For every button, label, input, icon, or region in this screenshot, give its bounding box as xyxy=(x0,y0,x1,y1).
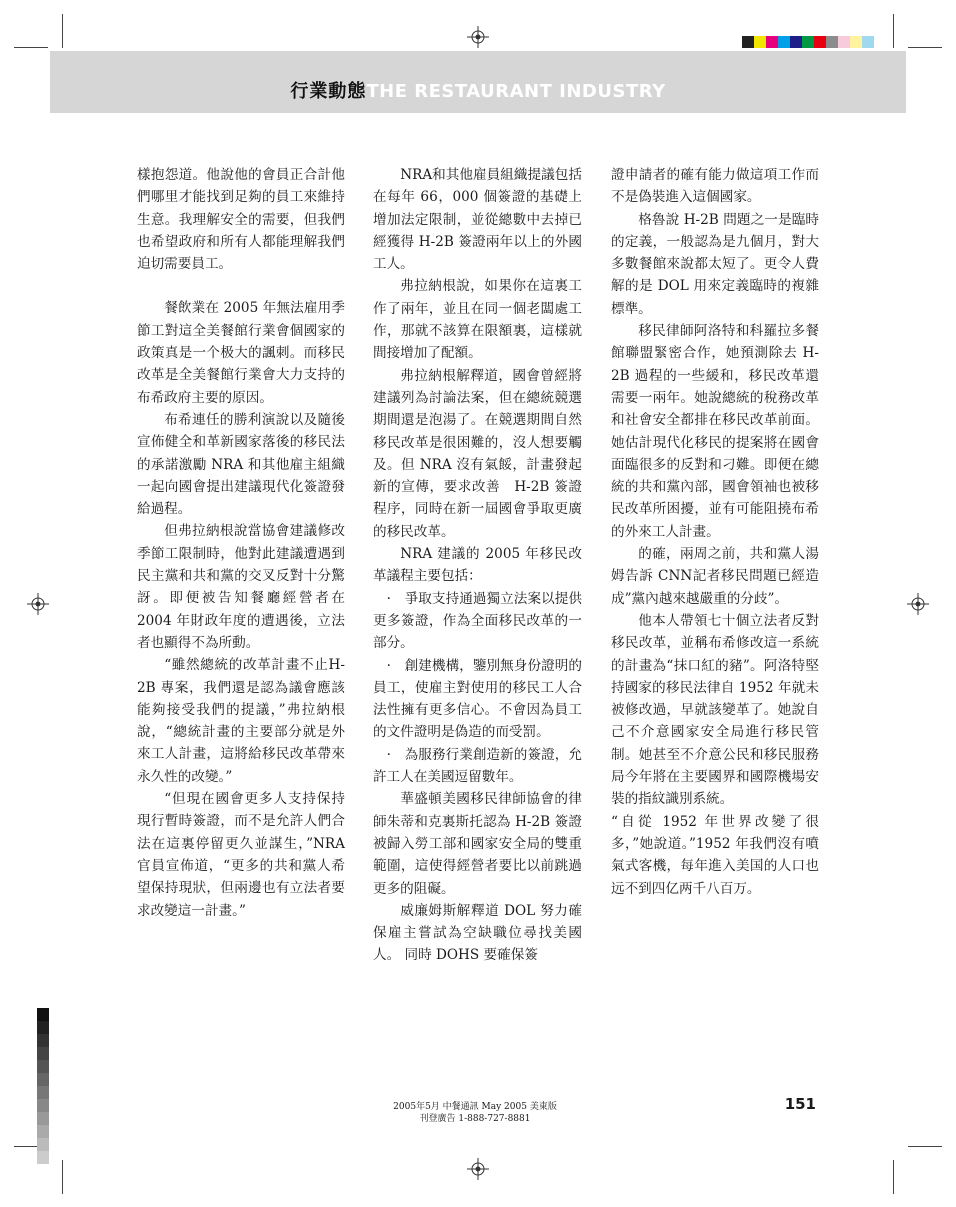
footer-info xyxy=(380,1101,570,1125)
color-swatch xyxy=(814,36,826,48)
paragraph: 移民律師阿洛特和科羅拉多餐館聯盟緊密合作，她預測除去 H-2B 過程的一些緩和，移民改革還需要一兩年。她說總統的稅務改革和社會安全都排在移民改革前面。她估計現代化移民的提案將在國會面臨很多的反對和刁難。即便在總統的共和黨內部，國會領袖也被移民改革所困擾，並有可能阻撓布希的外來工人計畫。 xyxy=(611,323,819,540)
gray-calibration-bar xyxy=(37,1008,49,1164)
article-column-2 xyxy=(373,164,582,967)
crop-mark xyxy=(908,1146,942,1147)
registration-mark-icon xyxy=(467,26,489,48)
paragraph: 威廉姆斯解釋道 DOL 努力確保雇主嘗試為空缺職位尋找美國人。 同時 DOHS 要確保簽 xyxy=(373,902,582,964)
color-swatch xyxy=(778,36,790,48)
gray-swatch xyxy=(37,1021,49,1034)
footer-advertising: 刊登廣告 1-888-727-8881 xyxy=(419,1114,531,1124)
color-swatch xyxy=(790,36,802,48)
gray-swatch xyxy=(37,1086,49,1099)
section-title-zh: 行業動態 xyxy=(290,81,367,102)
gray-swatch xyxy=(37,1060,49,1073)
bullet-item: · 為服務行業創造新的簽證，允許工人在美國逗留數年。 xyxy=(373,746,582,786)
color-swatch xyxy=(850,36,862,48)
paragraph: “自從 1952 年世界改變了很多，”她說道。”1952 年我們沒有噴氣式客機，每年進入美国的人口也远不到四亿两千八百万。 xyxy=(611,813,819,897)
page-number: 151 xyxy=(784,1095,816,1113)
gray-swatch xyxy=(37,1008,49,1021)
section-title xyxy=(50,80,906,104)
registration-mark-icon xyxy=(467,1158,489,1180)
paragraph: 格魯說 H-2B 問題之一是臨時的定義，一般認為是九個月，對大多數餐館來說都太短了。更令人費解的是 DOL 用來定義臨時的複雜標準。 xyxy=(611,211,819,317)
paragraph: 樣抱怨道。他說他的會員正合計他們哪里才能找到足夠的員工來維持生意。我理解安全的需要，但我們也希望政府和所有人都能理解我們迫切需要員工。 xyxy=(137,167,345,273)
paragraph: 布希連任的勝利演說以及隨後宣佈健全和革新國家落後的移民法的承諾激勵 NRA 和其他雇主組織一起向國會提出建議現代化簽證發給過程。 xyxy=(137,411,345,518)
paragraph: 弗拉納根說，如果你在這裏工作了兩年，並且在同一個老闆處工作，那就不該算在限額裏，這樣就間接增加了配額。 xyxy=(373,278,582,362)
color-swatch xyxy=(754,36,766,48)
footer-publication: 2005年5月 中餐通訊 May 2005 美東版 xyxy=(393,1102,557,1112)
paragraph: 證申請者的確有能力做這項工作而不是偽裝進入這個國家。 xyxy=(611,167,819,206)
paragraph: 餐飲業在 2005 年無法雇用季節工對這全美餐館行業會個國家的政策真是一个极大的諷刺。而移民改革是全美餐館行業會大力支持的布希政府主要的原因。 xyxy=(137,300,345,406)
registration-mark-icon xyxy=(907,593,929,615)
color-swatch xyxy=(802,36,814,48)
paragraph: 但弗拉納根說當協會建議修改季節工限制時，他對此建議遭遇到民主黨和共和黨的交叉反對十分驚訝。即便被告知餐廳經營者在 2004 年財政年度的遭遇後，立法者也顯得不為所動。 xyxy=(137,523,345,651)
crop-mark xyxy=(893,14,894,48)
gray-swatch xyxy=(37,1125,49,1138)
paragraph: “雖然總統的改革計畫不止H-2B 專案，我們還是認為議會應該能夠接受我們的提議，”弗拉納根說，“總統計畫的主要部分就是外來工人計畫，這將給移民改革帶來永久性的改變。” xyxy=(137,657,345,785)
paragraph: 的確，兩周之前，共和黨人湯姆告訴 CNN記者移民問題已經造成”黨內越來越嚴重的分歧”。 xyxy=(611,546,819,607)
bullet-item: · 爭取支持通過獨立法案以提供更多簽證，作為全面移民改革的一部分。 xyxy=(373,590,582,652)
article-column-3 xyxy=(611,164,819,900)
crop-mark xyxy=(62,1160,63,1194)
gray-swatch xyxy=(37,1034,49,1047)
color-calibration-bar xyxy=(742,36,874,48)
paragraph: “但現在國會更多人支持保持現行暫時簽證，而不是允許人們合法在這裏停留更久並謀生，”NRA 官員宣佈道，“更多的共和黨人希望保持現狀，但兩邊也有立法者要求改變這一計畫。” xyxy=(137,791,345,919)
paragraph: 華盛頓美國移民律師協會的律師朱蒂和克裏斯托認為 H-2B 簽證被歸入勞工部和國家安全局的雙重範圍，這使得經營者要比以前跳過更多的阻礙。 xyxy=(373,791,582,897)
color-swatch xyxy=(742,36,754,48)
paragraph: NRA 建議的 2005 年移民改革議程主要包括： xyxy=(373,546,582,585)
color-swatch xyxy=(766,36,778,48)
color-swatch xyxy=(838,36,850,48)
gray-swatch xyxy=(37,1047,49,1060)
gray-swatch xyxy=(37,1151,49,1164)
section-title-en: THE RESTAURANT INDUSTRY xyxy=(366,81,666,102)
crop-mark xyxy=(893,1160,894,1194)
bullet-item: · 創建機構，鑒別無身份證明的員工，使雇主對使用的移民工人合法性擁有更多信心。不會因為員工的文件證明是偽造的而受罰。 xyxy=(373,657,582,741)
gray-swatch xyxy=(37,1112,49,1125)
registration-mark-icon xyxy=(27,593,49,615)
gray-swatch xyxy=(37,1138,49,1151)
color-swatch xyxy=(826,36,838,48)
color-swatch xyxy=(862,36,874,48)
gray-swatch xyxy=(37,1073,49,1086)
paragraph: 弗拉納根解釋道，國會曾經將建議列為討論法案，但在總統競選期間還是泡湯了。在競選期間自然移民改革是很困難的，沒人想要觸及。但 NRA 沒有氣餒，計畫發起新的宣傳，要求改善 H-2B 簽證程序，同時在新一屆國會爭取更廣的移民改革。 xyxy=(373,367,582,540)
paragraph: 他本人帶領七十個立法者反對移民改革，並稱布希修改這一系統的計畫為“抹口紅的豬”。阿洛特堅持國家的移民法律自 1952 年就未被修改過，早就該變革了。她說自己不介意國家安全局進行移民管制。她甚至不介意公民和移民服務局今年將在主要國界和國際機場安裝的指紋識別系統。 xyxy=(611,612,819,808)
crop-mark xyxy=(62,14,63,48)
crop-mark xyxy=(908,47,942,48)
gray-swatch xyxy=(37,1099,49,1112)
article-column-1 xyxy=(137,164,345,922)
paragraph: NRA和其他雇員組織提議包括在每年 66，000 個簽證的基礎上增加法定限制，並從總數中去掉已經獲得 H-2B 簽證兩年以上的外國工人。 xyxy=(373,167,582,273)
crop-mark xyxy=(14,47,48,48)
